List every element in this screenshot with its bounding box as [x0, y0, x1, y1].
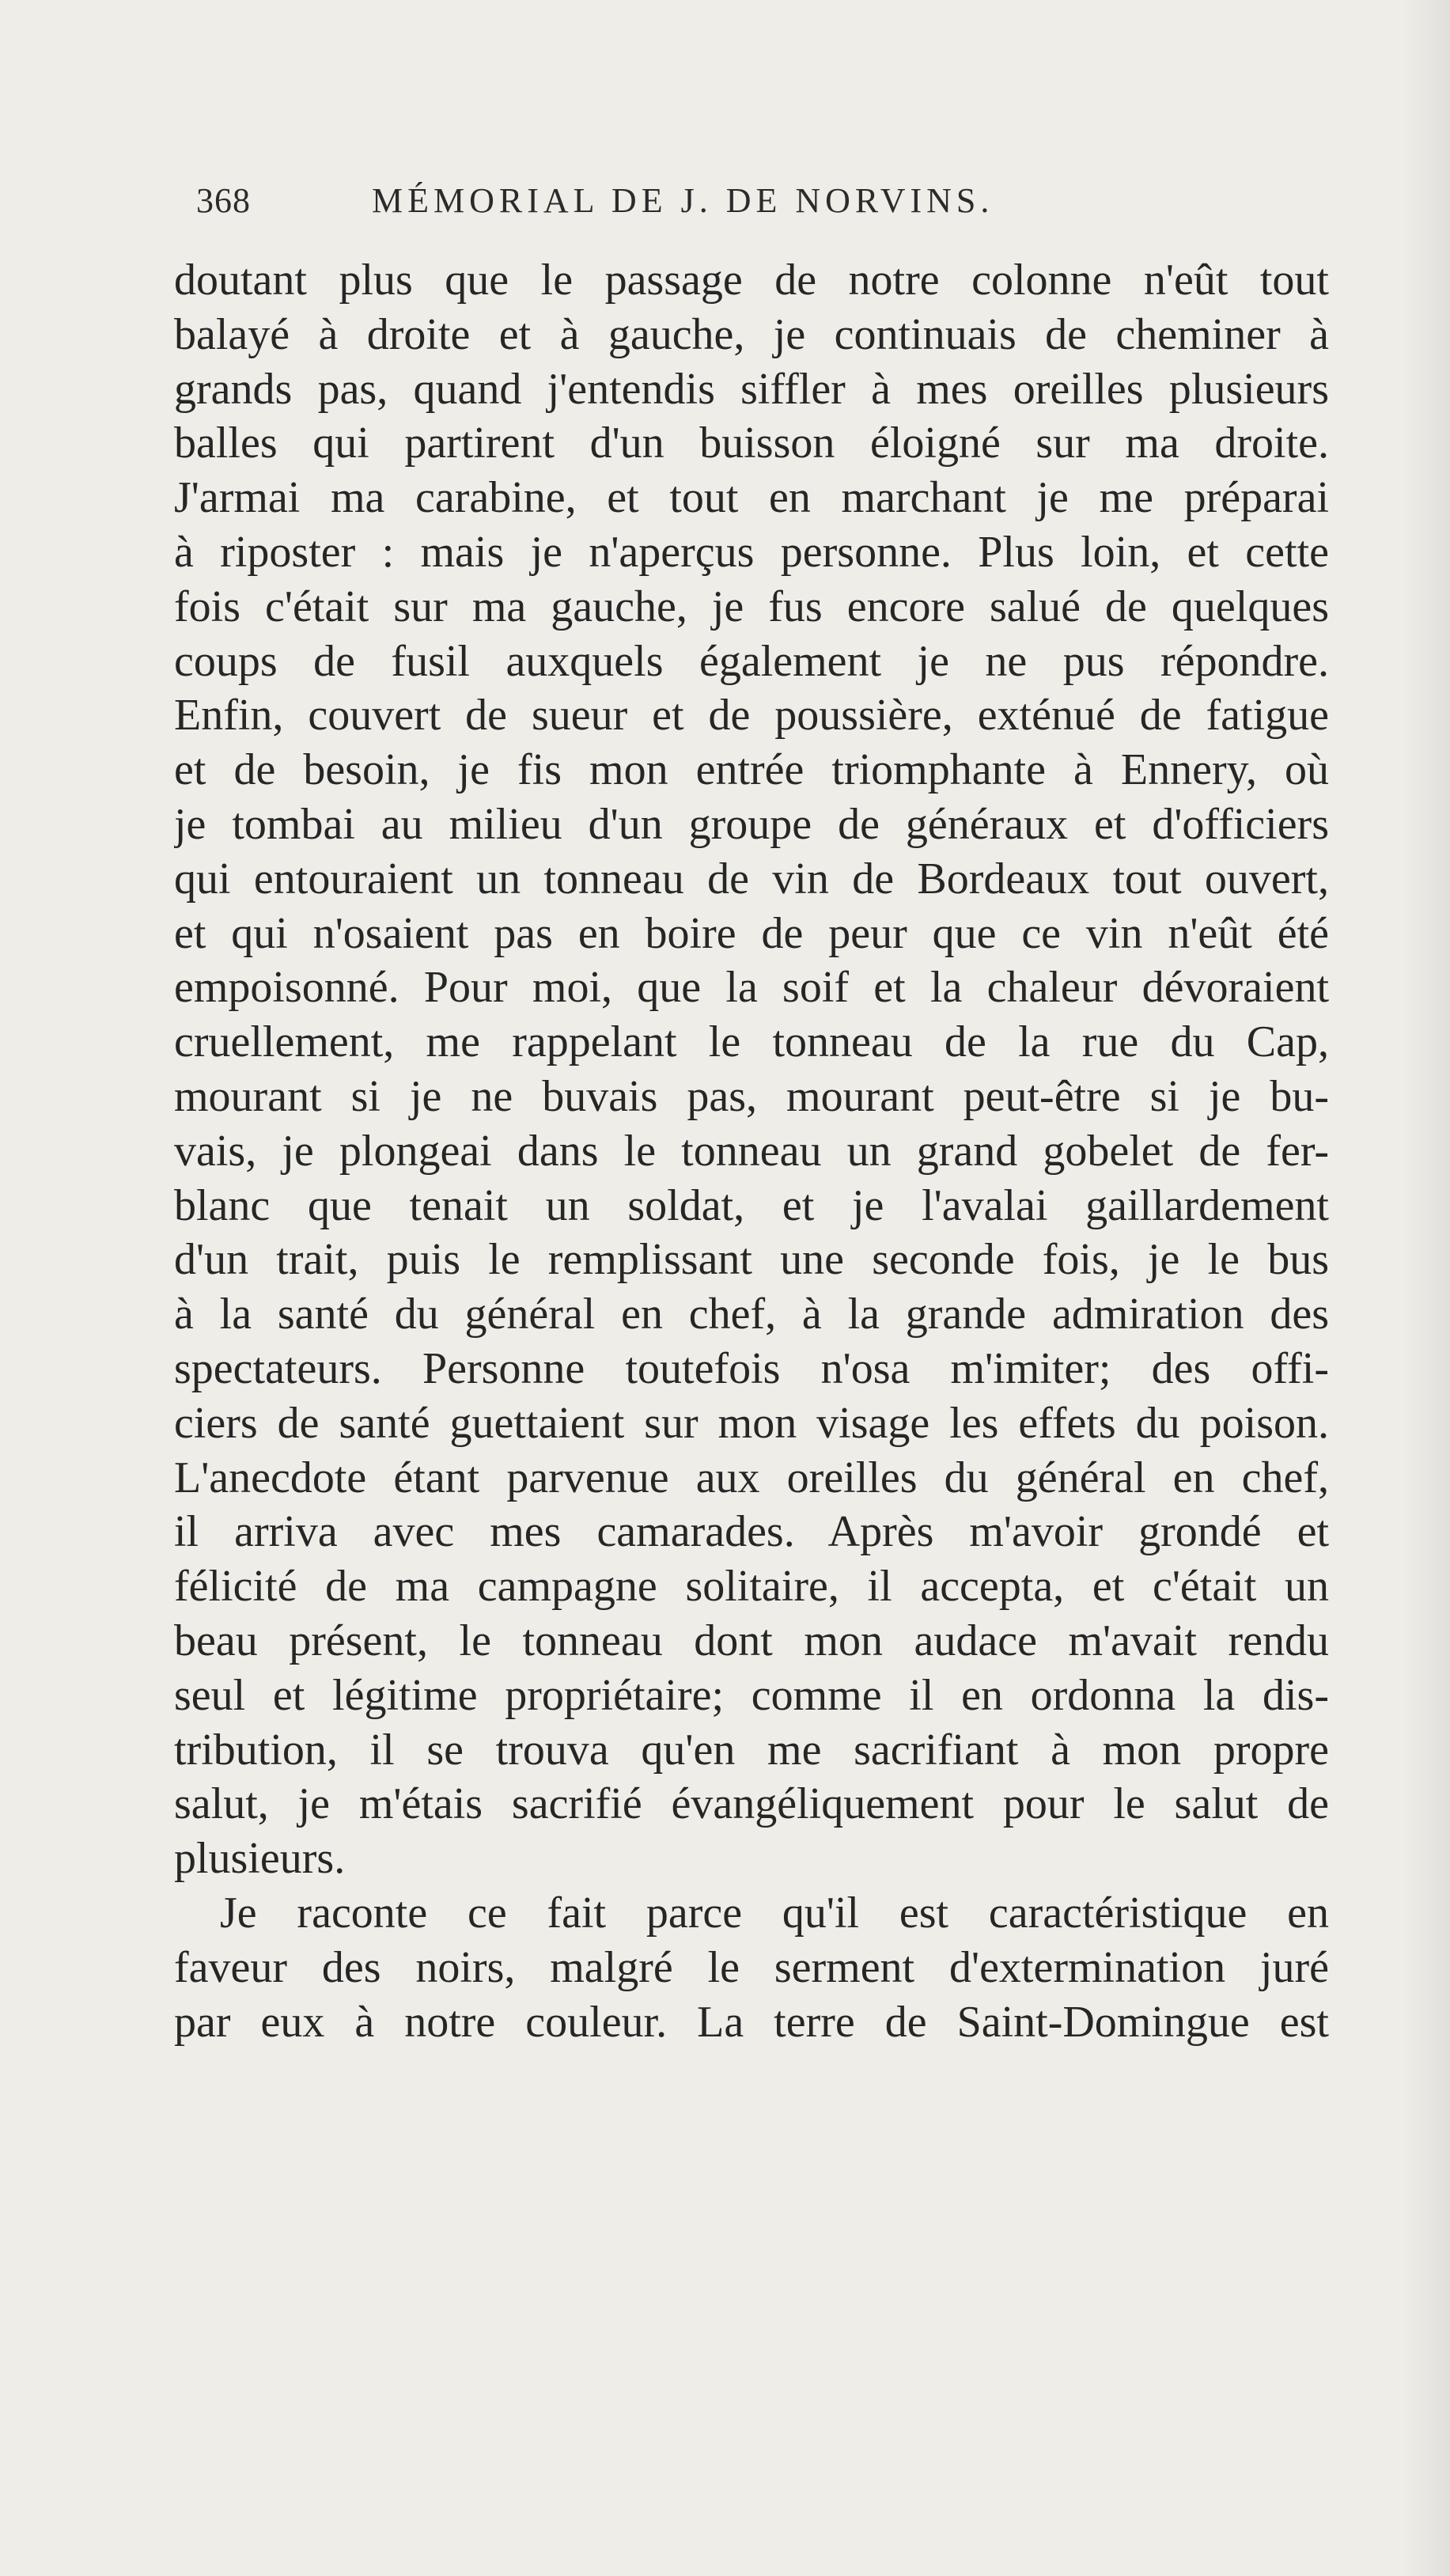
- page-number: 368: [196, 181, 251, 220]
- text-line: empoisonné. Pour moi, que la soif et la chaleur dévoraient: [174, 963, 1329, 1013]
- text-line: Enfin, couvert de sueur et de poussière, exténué de fatigue: [174, 691, 1329, 741]
- text-line: grands pas, quand j'entendis siffler à mes oreilles plusieurs: [174, 364, 1329, 414]
- text-line: spectateurs. Personne toutefois n'osa m'imiter; des offi-: [174, 1343, 1329, 1393]
- text-line: balayé à droite et à gauche, je continuais de cheminer à: [174, 309, 1329, 359]
- text-line: par eux à notre couleur. La terre de Saint-Domingue est: [174, 1997, 1329, 2047]
- text-line: L'anecdote étant parvenue aux oreilles du général en chef,: [174, 1453, 1329, 1502]
- text-line: ciers de santé guettaient sur mon visage les effets du poison.: [174, 1398, 1329, 1448]
- text-line: mourant si je ne buvais pas, mourant peut-être si je bu-: [174, 1071, 1329, 1121]
- text-line: coups de fusil auxquels également je ne pus répondre.: [174, 636, 1329, 686]
- text-line: J'armai ma carabine, et tout en marchant je me préparai: [174, 473, 1329, 523]
- text-line: fois c'était sur ma gauche, je fus encore salué de quelques: [174, 581, 1329, 631]
- running-title: MÉMORIAL DE J. DE NORVINS.: [372, 181, 994, 220]
- text-line: d'un trait, puis le remplissant une seconde fois, je le bus: [174, 1235, 1329, 1285]
- text-line: et qui n'osaient pas en boire de peur que ce vin n'eût été: [174, 908, 1329, 958]
- running-header: [196, 180, 1312, 228]
- text-line: qui entouraient un tonneau de vin de Bordeaux tout ouvert,: [174, 854, 1329, 903]
- text-line: cruellement, me rappelant le tonneau de la rue du Cap,: [174, 1017, 1329, 1067]
- text-line: salut, je m'étais sacrifié évangéliquement pour le salut de: [174, 1779, 1329, 1829]
- text-line: il arriva avec mes camarades. Après m'avoir grondé et: [174, 1507, 1329, 1557]
- text-line: beau présent, le tonneau dont mon audace m'avait rendu: [174, 1616, 1329, 1665]
- text-line: à riposter : mais je n'aperçus personne. Plus loin, et cette: [174, 527, 1329, 577]
- text-line: faveur des noirs, malgré le serment d'extermination juré: [174, 1942, 1329, 1992]
- text-line: félicité de ma campagne solitaire, il accepta, et c'était un: [174, 1562, 1329, 1612]
- text-line: et de besoin, je fis mon entrée triomphante à Ennery, où: [174, 745, 1329, 795]
- body-text: [174, 253, 1329, 2049]
- text-line: balles qui partirent d'un buisson éloigné sur ma droite.: [174, 419, 1329, 468]
- page-edge-shadow: [1403, 0, 1450, 2576]
- text-line: plusieurs.: [174, 1834, 346, 1884]
- text-line: doutant plus que le passage de notre colonne n'eût tout: [174, 256, 1329, 305]
- text-line: Je raconte ce fait parce qu'il est caractéristique en: [220, 1888, 1329, 1938]
- text-line: blanc que tenait un soldat, et je l'avalai gaillardement: [174, 1180, 1329, 1230]
- text-line: je tombai au milieu d'un groupe de généraux et d'officiers: [174, 799, 1329, 849]
- text-line: à la santé du général en chef, à la grande admiration des: [174, 1290, 1329, 1339]
- text-line: tribution, il se trouva qu'en me sacrifiant à mon propre: [174, 1725, 1329, 1775]
- text-line: vais, je plongeai dans le tonneau un grand gobelet de fer-: [174, 1126, 1329, 1176]
- text-line: seul et légitime propriétaire; comme il en ordonna la dis-: [174, 1670, 1329, 1720]
